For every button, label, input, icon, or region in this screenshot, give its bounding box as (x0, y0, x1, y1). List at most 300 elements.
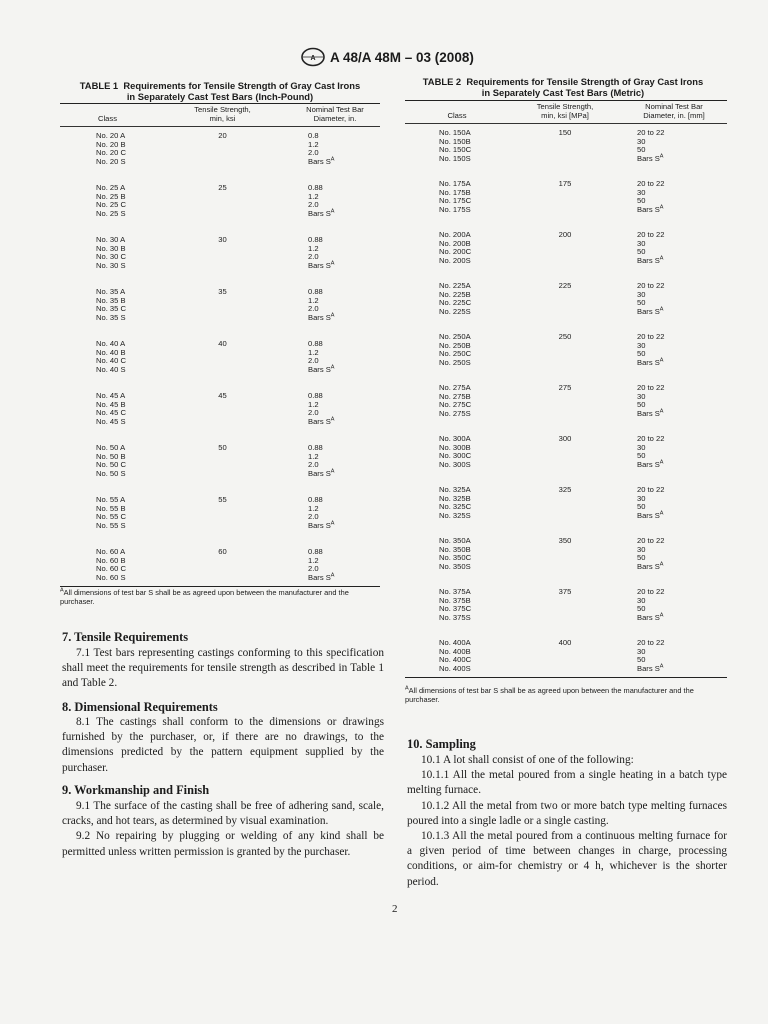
strength-cell: 200 (558, 230, 572, 239)
diameter-text: 0.88 (308, 443, 323, 452)
footnote-mark: A (330, 467, 335, 474)
diameter-text: Bars S (637, 204, 660, 214)
diameter-cell (621, 571, 727, 622)
table-row (60, 218, 380, 270)
table-row (405, 316, 727, 367)
class-value: No. 350S (439, 561, 471, 571)
table-row (60, 426, 380, 478)
diameter-value (637, 597, 727, 606)
section-8-heading: 8. Dimensional Requirements (62, 700, 218, 714)
diameter-text: Bars S (637, 408, 660, 418)
diameter-text: 50 (637, 502, 646, 511)
footnote-mark: A (659, 305, 664, 312)
diameter-value (637, 435, 727, 444)
diameter-text: Bars S (308, 364, 331, 374)
footnote-mark: A (330, 519, 335, 526)
diameter-value (637, 231, 727, 240)
diameter-text: 1.2 (308, 139, 319, 149)
diameter-value (637, 458, 727, 470)
diameter-text: 0.88 (308, 183, 323, 192)
class-cell (60, 166, 155, 218)
diameter-text: 30 (637, 442, 646, 452)
diameter-value (637, 342, 727, 351)
class-value: No. 150C (439, 145, 472, 154)
diameter-value (308, 259, 380, 271)
diameter-text: 50 (637, 298, 646, 307)
class-value: No. 45 A (96, 391, 126, 400)
diameter-value (637, 180, 727, 189)
diameter-value (308, 207, 380, 219)
class-cell (60, 478, 155, 530)
diameter-value (637, 509, 727, 521)
class-value: No. 400S (439, 663, 471, 673)
footnote-mark: A (330, 311, 335, 318)
class-value: No. 20 C (96, 148, 126, 157)
class-cell (405, 571, 509, 622)
diameter-text: 30 (637, 340, 646, 350)
strength-cell: 55 (218, 495, 227, 504)
diameter-text: 2.0 (308, 408, 319, 417)
diameter-text: 1.2 (308, 347, 319, 357)
diameter-cell (621, 163, 727, 214)
class-value: No. 55 S (96, 520, 126, 530)
diameter-text: 50 (637, 553, 646, 562)
diameter-text: Bars S (637, 663, 660, 673)
diameter-text: 50 (637, 145, 646, 154)
strength-cell: 325 (558, 485, 572, 494)
class-value: No. 55 A (96, 495, 126, 504)
diameter-value (308, 557, 380, 566)
class-value: No. 55 C (96, 512, 126, 521)
table-row (405, 367, 727, 418)
diameter-text: 50 (637, 655, 646, 664)
paragraph-10-1-2: 10.1.2 All the metal from two or more batch type melting furnaces poured into a single ladle or a single casting. (407, 799, 727, 827)
diameter-cell (621, 367, 727, 418)
table-row (405, 622, 727, 678)
diameter-text: 20 to 22 (637, 281, 665, 290)
diameter-text: 0.88 (308, 495, 323, 504)
footnote-mark: A (659, 203, 664, 210)
diameter-value (308, 392, 380, 401)
class-value: No. 30 S (96, 260, 126, 270)
diameter-text: 30 (637, 493, 646, 503)
diameter-cell (621, 622, 727, 678)
footnote-mark: A (330, 415, 335, 422)
diameter-value (637, 588, 727, 597)
diameter-text: 50 (637, 349, 646, 358)
diameter-value (308, 288, 380, 297)
diameter-value (308, 571, 380, 583)
class-value: No. 350B (439, 544, 471, 554)
footnote-mark: A (330, 155, 335, 162)
class-value: No. 200C (439, 247, 472, 256)
strength-cell: 375 (558, 587, 572, 596)
diameter-text: 0.88 (308, 391, 323, 400)
diameter-value (637, 384, 727, 393)
diameter-cell (621, 418, 727, 469)
diameter-text: Bars S (637, 255, 660, 265)
strength-cell: 350 (558, 536, 572, 545)
class-value: No. 375A (439, 587, 471, 596)
diameter-text: Bars S (637, 153, 660, 163)
diameter-value (308, 444, 380, 453)
diameter-value (308, 519, 380, 531)
table-row (405, 124, 727, 164)
diameter-text: 2.0 (308, 512, 319, 521)
table1-label: TABLE 1 (79, 80, 119, 91)
diameter-text: 0.8 (308, 131, 319, 140)
page-header (300, 46, 500, 68)
diameter-cell (290, 426, 380, 478)
class-value: No. 200B (439, 238, 471, 248)
strength-cell: 250 (558, 332, 572, 341)
class-value: No. 375C (439, 604, 472, 613)
diameter-text: Bars S (308, 156, 331, 166)
astm-logo-icon (300, 47, 326, 67)
diameter-cell (621, 316, 727, 367)
class-value: No. 55 B (96, 503, 126, 513)
table2 (405, 100, 727, 678)
table1-col-class: Class (98, 113, 117, 123)
diameter-value (308, 311, 380, 323)
class-value: No. 175C (439, 196, 472, 205)
diameter-text: Bars S (308, 312, 331, 322)
table-row (405, 418, 727, 469)
class-value: No. 175S (439, 204, 471, 214)
table-row (60, 478, 380, 530)
diameter-value (308, 453, 380, 462)
class-value: No. 350C (439, 553, 472, 562)
diameter-text: 0.88 (308, 235, 323, 244)
table1-col-strength: Tensile Strength, min, ksi (194, 105, 251, 123)
diameter-cell (290, 127, 380, 167)
diameter-cell (621, 520, 727, 571)
footnote-mark: A (659, 458, 664, 465)
diameter-text: 20 to 22 (637, 230, 665, 239)
diameter-text: 2.0 (308, 148, 319, 157)
class-value: No. 35 A (96, 287, 126, 296)
diameter-value (308, 193, 380, 202)
class-value: No. 60 C (96, 564, 126, 573)
class-value: No. 60 S (96, 572, 126, 582)
designation: A 48/A 48M – 03 (2008) (330, 49, 474, 65)
diameter-text: 1.2 (308, 191, 319, 201)
class-value: No. 40 B (96, 347, 126, 357)
class-value: No. 150A (439, 128, 471, 137)
class-cell (60, 322, 155, 374)
paragraph-10-1-3: 10.1.3 All the metal poured from a continuous melting furnace for a given period of time between changes in charge, processing conditions, or aim-for chemistry or 4 h, whichever is the shorter period. (407, 830, 727, 888)
class-cell (60, 374, 155, 426)
class-value: No. 175B (439, 187, 471, 197)
diameter-text: 20 to 22 (637, 332, 665, 341)
table2-body (405, 124, 727, 678)
strength-cell: 50 (218, 443, 227, 452)
class-value: No. 375S (439, 612, 471, 622)
diameter-text: 2.0 (308, 252, 319, 261)
diameter-text: 0.88 (308, 547, 323, 556)
class-cell (60, 426, 155, 478)
paragraph-10-1: 10.1 A lot shall consist of one of the following: (421, 754, 634, 766)
diameter-value (308, 401, 380, 410)
diameter-value (308, 141, 380, 150)
class-cell (405, 520, 509, 571)
diameter-cell (290, 166, 380, 218)
class-value: No. 175A (439, 179, 471, 188)
class-value: No. 30 C (96, 252, 126, 261)
diameter-value (308, 155, 380, 167)
diameter-value (637, 662, 727, 674)
diameter-text: 1.2 (308, 243, 319, 253)
table2-col-class: Class (447, 110, 467, 120)
diameter-cell (621, 265, 727, 316)
diameter-text: 20 to 22 (637, 434, 665, 443)
diameter-text: 30 (637, 544, 646, 554)
diameter-text: 1.2 (308, 295, 319, 305)
section-7-heading: 7. Tensile Requirements (62, 630, 189, 644)
class-value: No. 375B (439, 595, 471, 605)
diameter-value (308, 496, 380, 505)
section-9-body (62, 799, 384, 860)
diameter-value (308, 415, 380, 427)
class-cell (405, 163, 509, 214)
diameter-text: 20 to 22 (637, 638, 665, 647)
table-row (405, 469, 727, 520)
diameter-cell (290, 270, 380, 322)
class-value: No. 300A (439, 434, 471, 443)
diameter-value (308, 467, 380, 479)
diameter-text: 30 (637, 289, 646, 299)
svg-text:A: A (310, 55, 316, 62)
diameter-text: 50 (637, 247, 646, 256)
class-value: No. 50 B (96, 451, 126, 461)
table-row (60, 374, 380, 426)
strength-cell: 20 (218, 131, 227, 140)
diameter-cell (290, 374, 380, 426)
class-value: No. 30 B (96, 243, 126, 253)
strength-cell: 30 (218, 235, 227, 244)
diameter-value (637, 129, 727, 138)
diameter-text: Bars S (308, 416, 331, 426)
diameter-text: 50 (637, 451, 646, 460)
paragraph-8-1: 8.1 The castings shall conform to the dimensions or drawings furnished by the purchaser, or, if there are no drawings, to the dimensions predicted by the pattern equipment supplied by the purchaser. (62, 716, 384, 774)
class-value: No. 50 C (96, 460, 126, 469)
strength-cell: 300 (558, 434, 572, 443)
strength-cell: 60 (218, 547, 227, 556)
class-value: No. 25 C (96, 200, 126, 209)
class-value: No. 300S (439, 459, 471, 469)
diameter-text: Bars S (308, 260, 331, 270)
class-cell (405, 265, 509, 316)
strength-cell: 175 (558, 179, 572, 188)
diameter-text: 30 (637, 391, 646, 401)
class-value: No. 300B (439, 442, 471, 452)
table-row (405, 265, 727, 316)
diameter-value (308, 297, 380, 306)
footnote-mark: A (659, 254, 664, 261)
class-value: No. 20 B (96, 139, 126, 149)
section-10-heading: 10. Sampling (407, 737, 476, 751)
diameter-text: 20 to 22 (637, 383, 665, 392)
strength-cell: 40 (218, 339, 227, 348)
table1-body (60, 127, 380, 587)
table-row (405, 520, 727, 571)
diameter-value (637, 407, 727, 419)
class-value: No. 250S (439, 357, 471, 367)
strength-cell: 35 (218, 287, 227, 296)
diameter-value (308, 132, 380, 141)
paragraph-7-1: 7.1 Test bars representing castings conforming to this specification shall meet the requirements for tensile strength as described in Table 1 and Table 2. (62, 647, 384, 690)
class-value: No. 35 C (96, 304, 126, 313)
diameter-value (637, 495, 727, 504)
class-value: No. 225S (439, 306, 471, 316)
diameter-text: 50 (637, 604, 646, 613)
class-value: No. 275S (439, 408, 471, 418)
diameter-text: Bars S (637, 612, 660, 622)
diameter-text: Bars S (308, 572, 331, 582)
class-value: No. 60 B (96, 555, 126, 565)
diameter-value (637, 254, 727, 266)
diameter-value (637, 546, 727, 555)
class-value: No. 50 A (96, 443, 126, 452)
class-cell (60, 530, 155, 587)
table1-col-diameter: Nominal Test Bar Diameter, in. (306, 105, 364, 123)
diameter-value (637, 444, 727, 453)
strength-cell: 150 (558, 128, 572, 137)
class-value: No. 225B (439, 289, 471, 299)
diameter-value (637, 611, 727, 623)
class-value: No. 40 A (96, 339, 126, 348)
diameter-value (637, 152, 727, 164)
class-value: No. 325C (439, 502, 472, 511)
class-cell (405, 316, 509, 367)
footnote-mark: A (659, 407, 664, 414)
diameter-value (308, 340, 380, 349)
table2-label: TABLE 2 (422, 76, 462, 87)
diameter-text: Bars S (637, 459, 660, 469)
class-value: No. 250C (439, 349, 472, 358)
table1-title-line2: in Separately Cast Test Bars (Inch-Pound) (126, 91, 314, 102)
class-value: No. 35 S (96, 312, 126, 322)
diameter-cell (621, 214, 727, 265)
page-number: 2 (392, 903, 398, 915)
diameter-value (308, 184, 380, 193)
diameter-cell (621, 124, 727, 164)
class-value: No. 25 B (96, 191, 126, 201)
table-row (405, 571, 727, 622)
diameter-text: 20 to 22 (637, 536, 665, 545)
diameter-text: Bars S (308, 520, 331, 530)
class-value: No. 250B (439, 340, 471, 350)
diameter-cell (621, 469, 727, 520)
class-value: No. 400B (439, 646, 471, 656)
footnote-mark: A (659, 152, 664, 159)
diameter-text: 1.2 (308, 555, 319, 565)
diameter-text: 30 (637, 595, 646, 605)
class-value: No. 40 S (96, 364, 126, 374)
class-value: No. 30 A (96, 235, 126, 244)
diameter-value (308, 363, 380, 375)
diameter-value (308, 349, 380, 358)
footnote-mark: A (330, 571, 335, 578)
table-row (60, 127, 380, 167)
footnote-mark: A (330, 207, 335, 214)
diameter-text: 2.0 (308, 460, 319, 469)
table2-col-strength: Tensile Strength, min, ksi [MPa] (536, 102, 594, 120)
class-value: No. 300C (439, 451, 472, 460)
table-row (405, 214, 727, 265)
table-row (60, 166, 380, 218)
diameter-text: 20 to 22 (637, 587, 665, 596)
diameter-text: 30 (637, 238, 646, 248)
table-row (60, 270, 380, 322)
table1 (60, 103, 380, 587)
table1-title-line1: Requirements for Tensile Strength of Gray Cast Irons (123, 80, 361, 91)
class-cell (60, 270, 155, 322)
class-value: No. 325A (439, 485, 471, 494)
diameter-value (637, 393, 727, 402)
diameter-text: Bars S (637, 306, 660, 316)
table-row (405, 163, 727, 214)
diameter-text: 1.2 (308, 451, 319, 461)
diameter-value (637, 560, 727, 572)
strength-cell: 225 (558, 281, 572, 290)
footnote-mark: A (330, 259, 335, 266)
paragraph-9-1: 9.1 The surface of the casting shall be free of adhering sand, scale, cracks, and hot tears, as determined by visual examination. (62, 800, 384, 828)
paragraph-10-1-1: 10.1.1 All the metal poured from a single heating in a batch type melting furnace. (407, 769, 727, 797)
class-value: No. 225A (439, 281, 471, 290)
diameter-text: 2.0 (308, 356, 319, 365)
class-value: No. 35 B (96, 295, 126, 305)
diameter-value (308, 505, 380, 514)
diameter-text: 2.0 (308, 200, 319, 209)
diameter-text: Bars S (308, 208, 331, 218)
diameter-text: 50 (637, 400, 646, 409)
diameter-value (308, 236, 380, 245)
diameter-value (637, 282, 727, 291)
class-value: No. 200S (439, 255, 471, 265)
strength-cell: 25 (218, 183, 227, 192)
diameter-text: Bars S (637, 561, 660, 571)
diameter-cell (290, 322, 380, 374)
class-value: No. 25 A (96, 183, 126, 192)
section-9-heading: 9. Workmanship and Finish (62, 783, 210, 797)
diameter-text: 30 (637, 187, 646, 197)
diameter-text: Bars S (308, 468, 331, 478)
table1-footnote: $^A$All dimensions of test bar S shall be as agreed upon between the manufacturer and the purchaser. (60, 587, 349, 606)
diameter-text: 0.88 (308, 339, 323, 348)
diameter-value (637, 333, 727, 342)
footnote-mark: A (659, 611, 664, 618)
diameter-value (637, 356, 727, 368)
class-value: No. 400C (439, 655, 472, 664)
section-10-body (407, 753, 727, 890)
table2-footnote: $^A$All dimensions of test bar S shall be as agreed upon between the manufacturer and the purchaser. (405, 685, 694, 704)
diameter-cell (290, 478, 380, 530)
class-value: No. 45 B (96, 399, 126, 409)
class-cell (405, 124, 509, 164)
footnote-mark: A (659, 356, 664, 363)
diameter-text: Bars S (637, 510, 660, 520)
diameter-text: 20 to 22 (637, 485, 665, 494)
class-value: No. 20 A (96, 131, 126, 140)
strength-cell: 45 (218, 391, 227, 400)
class-value: No. 40 C (96, 356, 126, 365)
class-value: No. 400A (439, 638, 471, 647)
diameter-value (637, 639, 727, 648)
diameter-value (637, 138, 727, 147)
table2-title-line2: in Separately Cast Test Bars (Metric) (481, 87, 645, 98)
table2-caption (398, 76, 728, 98)
